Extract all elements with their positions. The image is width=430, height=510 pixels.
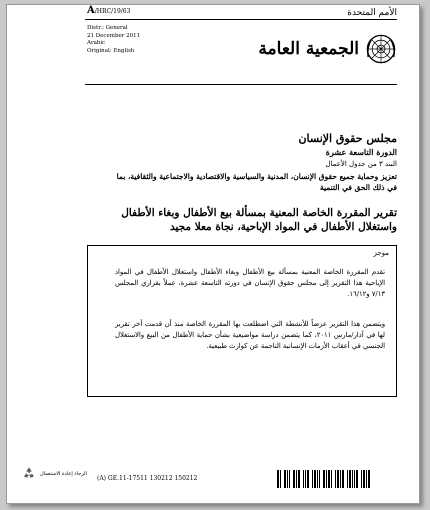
summary-paragraph-1: تقدم المقررة الخاصة المعنية بمسألة بيع الأطفال وبغاء الأطفال واستغلال الأطفال في المواد الإباحية هذا التقرير إلى مجلس حقوق الإنسان في دورته التاسعة عشرة، عملاً بقراري المجلس ٧/١٣ و١٦/١٢. [115,268,385,298]
council-name: مجلس حقوق الإنسان [298,132,397,145]
header-bottom-rule [85,84,397,85]
document-reference: (A) GE.11-17511 130212 150212 [97,475,198,482]
agenda-item: البند ٣ من جدول الأعمال [325,160,397,168]
document-date: 21 December 2011 [87,32,141,39]
report-title: تقرير المقررة الخاصة المعنية بمسألة بيع الأطفال وبغاء الأطفال واستغلال الأطفال في المواد الإباحية، نجاة معلا مجيد [121,207,397,233]
document-symbol: A/HRC/19/63 [87,5,131,16]
united-nations-label: الأمم المتحدة [347,8,397,18]
general-assembly-title: الجمعية العامة [258,39,359,59]
distribution-label: Distr.: General [87,25,128,31]
agenda-item-title: تعزيز وحماية جميع حقوق الإنسان، المدنية والسياسية والاقتصادية والاجتماعية والثقافية، بما في ذلك الحق في التنمية [116,172,397,192]
distribution-block [87,25,140,55]
session-number: الدورة التاسعة عشرة [325,147,397,157]
summary-heading: موجز [373,249,389,257]
header-rule [85,19,397,20]
document-page [6,4,420,504]
recycle-caption: الرجاء إعادة الاستعمال [40,471,87,477]
recycle-icon [22,466,36,480]
document-language: Arabic [87,40,106,46]
un-emblem-icon [365,33,397,65]
summary-paragraph-2: ويتضمن هذا التقرير عرضاً للأنشطة التي اضطلعت بها المقررة الخاصة منذ أن قدمت آخر تقرير لها في آذار/مارس ٢٠١١، كما يتضمن دراسة مواضيعية بشأن حماية الأطفال من البيع والاستغلال الجنسي في أعقاب الأزمات الإنسانية الناجمة عن كوارث طبيعية. [115,320,385,350]
barcode [277,470,371,488]
original-language: Original: English [87,47,135,54]
